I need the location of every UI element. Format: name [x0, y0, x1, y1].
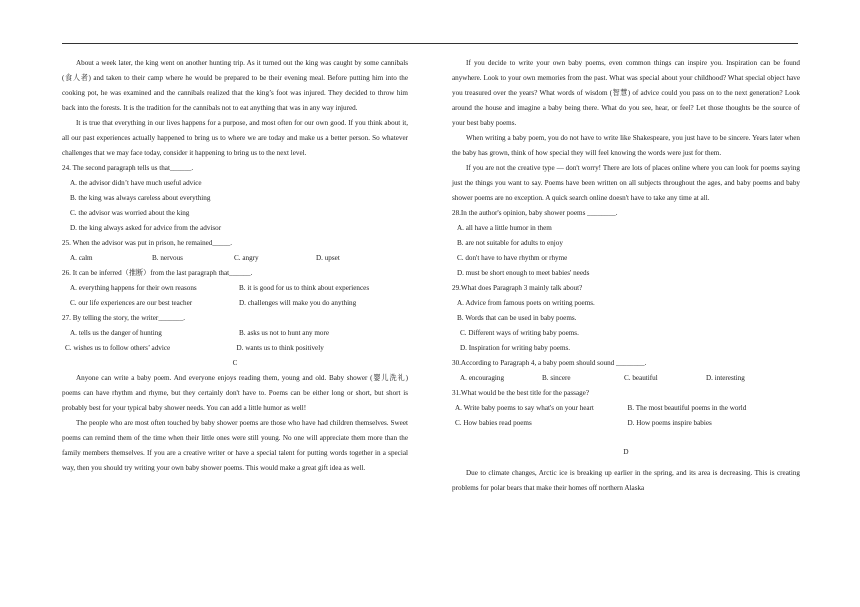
- option-31a: A. Write baby poems to say what's on your heart: [455, 404, 594, 412]
- option-28a: A. all have a little humor in them: [457, 224, 552, 232]
- section-heading-d: D: [623, 448, 629, 456]
- options-26-row1: [62, 281, 408, 296]
- options-25: [62, 251, 408, 266]
- question-29: 29.What does Paragraph 3 mainly talk about?: [452, 284, 583, 292]
- option-26c: C. our life experiences are our best teacher: [70, 299, 193, 307]
- option-31d: D. How poems inspire babies: [627, 419, 712, 427]
- options-30: [452, 371, 800, 386]
- options-31-row1: [452, 401, 800, 416]
- left-column: [62, 56, 408, 476]
- question-28: 28.In the author's opinion, baby shower poems ________.: [452, 209, 618, 217]
- question-26: 26. It can be inferred（推断）from the last paragraph that______.: [62, 269, 253, 277]
- option-29a: A. Advice from famous poets on writing poems.: [457, 299, 595, 307]
- question-27: 27. By telling the story, the writer_______.: [62, 314, 186, 322]
- option-29d: D. Inspiration for writing baby poems.: [460, 344, 571, 352]
- paragraph: When writing a baby poem, you do not have to write like Shakespeare, you just have to be sincere. Years later when the baby has grown, think of how special they will feel knowing the words were just for them.: [452, 134, 800, 157]
- option-27b: B. asks us not to hunt any more: [239, 329, 330, 337]
- paragraph: It is true that everything in our lives happens for a purpose, and most often for our own good. If you think about it, all our past experiences actually happened to bring us to where we are today and make us a better person. So whatever challenges that we may face today, consider it happening to bring us to the next level.: [62, 119, 408, 157]
- option-24c: C. the advisor was worried about the king: [70, 209, 190, 217]
- options-27-row1: [62, 326, 408, 341]
- option-27d: D. wants us to think positively: [236, 344, 324, 352]
- option-27a: A. tells us the danger of hunting: [70, 329, 162, 337]
- question-25: 25. When the advisor was put in prison, he remained_____.: [62, 239, 233, 247]
- option-29c: C. Different ways of writing baby poems.: [460, 329, 579, 337]
- header-rule: [62, 43, 798, 44]
- question-31: 31.What would be the best title for the passage?: [452, 389, 590, 397]
- paragraph: About a week later, the king went on another hunting trip. As it turned out the king was caught by some cannibals (食人者) and taken to their camp where he would be prepared to be their evening meal. Before putting him into the cooking pot, he was examined and the cannibals realized that the king’s foot was injured. They decided to throw him back into the forests. It is the tradition for the cannibals not to eat anything that was in any way injured.: [62, 59, 408, 112]
- option-25b: B. nervous: [152, 254, 183, 262]
- option-26d: D. challenges will make you do anything: [239, 299, 357, 307]
- option-31c: C. How babies read poems: [455, 419, 532, 427]
- option-25a: A. calm: [70, 254, 93, 262]
- option-30b: B. sincere: [542, 374, 571, 382]
- options-26-row2: [62, 296, 408, 311]
- option-25c: C. angry: [234, 254, 259, 262]
- option-30d: D. interesting: [706, 374, 745, 382]
- option-30c: C. beautiful: [624, 374, 658, 382]
- paragraph: Anyone can write a baby poem. And everyone enjoys reading them, young and old. Baby shower (婴儿洗礼) poems can have rhythm and rhyme, but they certainly don't have to. Poems can be either long or short, but short is probably best for your typical baby shower needs. You can add a little humor as well!: [62, 374, 408, 412]
- paragraph: The people who are most often touched by baby shower poems are those who have had children themselves. Sweet poems can remind them of the time when their little ones were still young. No one will appreciate them more than the family members themselves. If you are a creative writer or have a special talent for putting words together in a special way, then you should try writing your own baby shower poems. This would make a great gift idea as well.: [62, 419, 408, 472]
- option-28b: B. are not suitable for adults to enjoy: [457, 239, 563, 247]
- option-28d: D. must be short enough to meet babies' needs: [457, 269, 590, 277]
- option-27c: C. wishes us to follow others’ advice: [65, 344, 171, 352]
- paragraph: If you are not the creative type — don't worry! There are lots of places online where you can look for poems saying just the things you want to say. Poems have been written on all subjects throughout the ages, and baby poems and baby shower poems are no exception. A quick search online doesn't have to take any time at all.: [452, 164, 800, 202]
- question-24: 24. The second paragraph tells us that______.: [62, 164, 194, 172]
- option-28c: C. don't have to have rhythm or rhyme: [457, 254, 568, 262]
- section-heading-c: C: [232, 359, 238, 367]
- option-24d: D. the king always asked for advice from the advisor: [70, 224, 222, 232]
- paragraph: Due to climate changes, Arctic ice is breaking up earlier in the spring, and its area is decreasing. This is creating problems for polar bears that make their homes off northern Alaska: [452, 469, 800, 492]
- option-24b: B. the king was always careless about everything: [70, 194, 211, 202]
- option-26b: B. it is good for us to think about experiences: [239, 284, 370, 292]
- option-31b: B. The most beautiful poems in the world: [627, 404, 747, 412]
- option-30a: A. encouraging: [460, 374, 505, 382]
- right-column: [452, 56, 800, 496]
- option-25d: D. upset: [316, 254, 340, 262]
- options-31-row2: [452, 416, 800, 431]
- option-24a: A. the advisor didn’t have much useful advice: [70, 179, 202, 187]
- option-26a: A. everything happens for their own reasons: [70, 284, 197, 292]
- question-30: 30.According to Paragraph 4, a baby poem should sound ________.: [452, 359, 647, 367]
- paragraph: If you decide to write your own baby poems, even common things can inspire you. Inspiration can be found anywhere. Look to your own memories from the past. What was special about your childhood? What special object have you treasured over the years? What words of wisdom (智慧) of advice could you pass on to the next generation? Look around the house and imagine a baby being there. What do you see, hear, or feel? Let those thoughts be the source of your best baby poems.: [452, 59, 800, 127]
- option-29b: B. Words that can be used in baby poems.: [457, 314, 577, 322]
- options-27-row2: [62, 341, 408, 356]
